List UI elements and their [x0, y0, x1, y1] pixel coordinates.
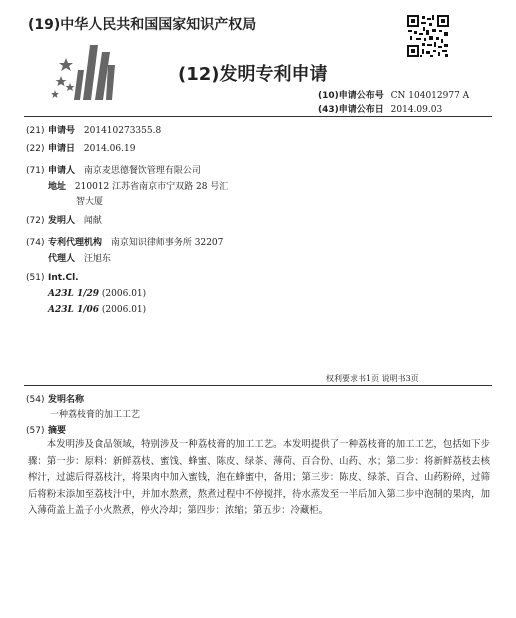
- invention-title-heading: [26, 392, 84, 405]
- field-number: (71): [26, 166, 45, 176]
- publication-number-label: (10)申请公布号: [318, 91, 384, 101]
- abstract-label: 摘要: [48, 426, 67, 436]
- intcl-row: [26, 273, 79, 283]
- field-number: (51): [26, 273, 45, 283]
- application-number: 201410273355.8: [83, 126, 162, 136]
- field-number: (21): [26, 126, 45, 136]
- address-label: 地址: [48, 182, 67, 192]
- qr-code-icon: [406, 14, 450, 58]
- intcl-label: Int.Cl.: [48, 273, 79, 283]
- agency-label: 专利代理机构: [48, 238, 103, 248]
- invention-title: 一种荔枝膏的加工工艺: [50, 410, 141, 420]
- address-line-1: 210012 江苏省南京市宁双路 28 号汇: [74, 182, 229, 192]
- abstract-heading: [26, 423, 66, 436]
- ipc-year: (2006.01): [101, 289, 147, 299]
- applicant: 南京麦思德餐饮管理有限公司: [83, 166, 201, 176]
- address-row: [48, 179, 228, 192]
- ipc-year: (2006.01): [101, 305, 147, 315]
- field-number: (54): [26, 395, 45, 405]
- header-divider: [24, 116, 492, 117]
- applicant-label: 申请人: [48, 166, 76, 176]
- ipc-code: A23L 1/29: [48, 289, 100, 299]
- application-number-label: 申请号: [48, 126, 76, 136]
- agency: 南京知识律师事务所 32207: [110, 238, 224, 248]
- ipc-row: [48, 305, 146, 315]
- publication-date-label: (43)申请公布日: [318, 105, 384, 115]
- abstract-text: 本发明涉及食品领域，特别涉及一种荔枝膏的加工工艺。本发明提供了一种荔枝膏的加工工艺，包括如下步骤：第一步：原料：新鲜荔枝、蜜饯、蜂蜜、陈皮、绿茶、薄荷、百合份、山药、水；第二步：将新鲜荔枝去核榨汁，过滤后得荔枝汁，将果肉中加入蜜钱，泡在蜂蜜中，备用；第三步：陈皮、绿茶、百合、山药粉碎，过筛后将粉末添加至荔枝汁中，并加水熬煮，熬煮过程中不停搅拌，待水蒸发至一半后加入第二步中泡制的果肉，加入薄荷盖上盖子小火熬煮，停火冷却；第四步：浓缩；第五步：冷藏柜。: [28, 439, 490, 516]
- agency-row: [26, 235, 223, 248]
- inventor-row: [26, 213, 102, 226]
- application-number-row: [26, 123, 161, 136]
- ipc-row: [48, 289, 146, 299]
- publication-date: 2014.09.03: [390, 105, 443, 115]
- inventor-label: 发明人: [48, 216, 76, 226]
- field-number: (57): [26, 426, 45, 436]
- address-line-2: 智大厦: [76, 197, 104, 207]
- applicant-row: [26, 163, 201, 176]
- sipo-emblem-logo: [50, 40, 120, 110]
- patent-office-name: (19)中华人民共和国国家知识产权局: [28, 17, 257, 33]
- publication-number: CN 104012977 A: [390, 91, 470, 101]
- agent-row: [48, 251, 111, 264]
- publication-date-row: [318, 102, 442, 115]
- field-number: (72): [26, 216, 45, 226]
- publication-number-row: [318, 88, 469, 101]
- agent-label: 代理人: [48, 254, 76, 264]
- page-counts: 权利要求书1页 说明书3页: [326, 374, 419, 383]
- field-number: (74): [26, 238, 45, 248]
- application-date-label: 申请日: [48, 144, 76, 154]
- ipc-code: A23L 1/06: [48, 305, 100, 315]
- body-divider: [24, 385, 492, 386]
- document-type-title: (12)发明专利申请: [178, 64, 328, 85]
- field-number: (22): [26, 144, 45, 154]
- invention-title-label: 发明名称: [48, 395, 85, 405]
- application-date: 2014.06.19: [83, 144, 136, 154]
- agent: 汪旭东: [83, 254, 111, 264]
- application-date-row: [26, 141, 135, 154]
- inventor: 闻献: [83, 216, 102, 226]
